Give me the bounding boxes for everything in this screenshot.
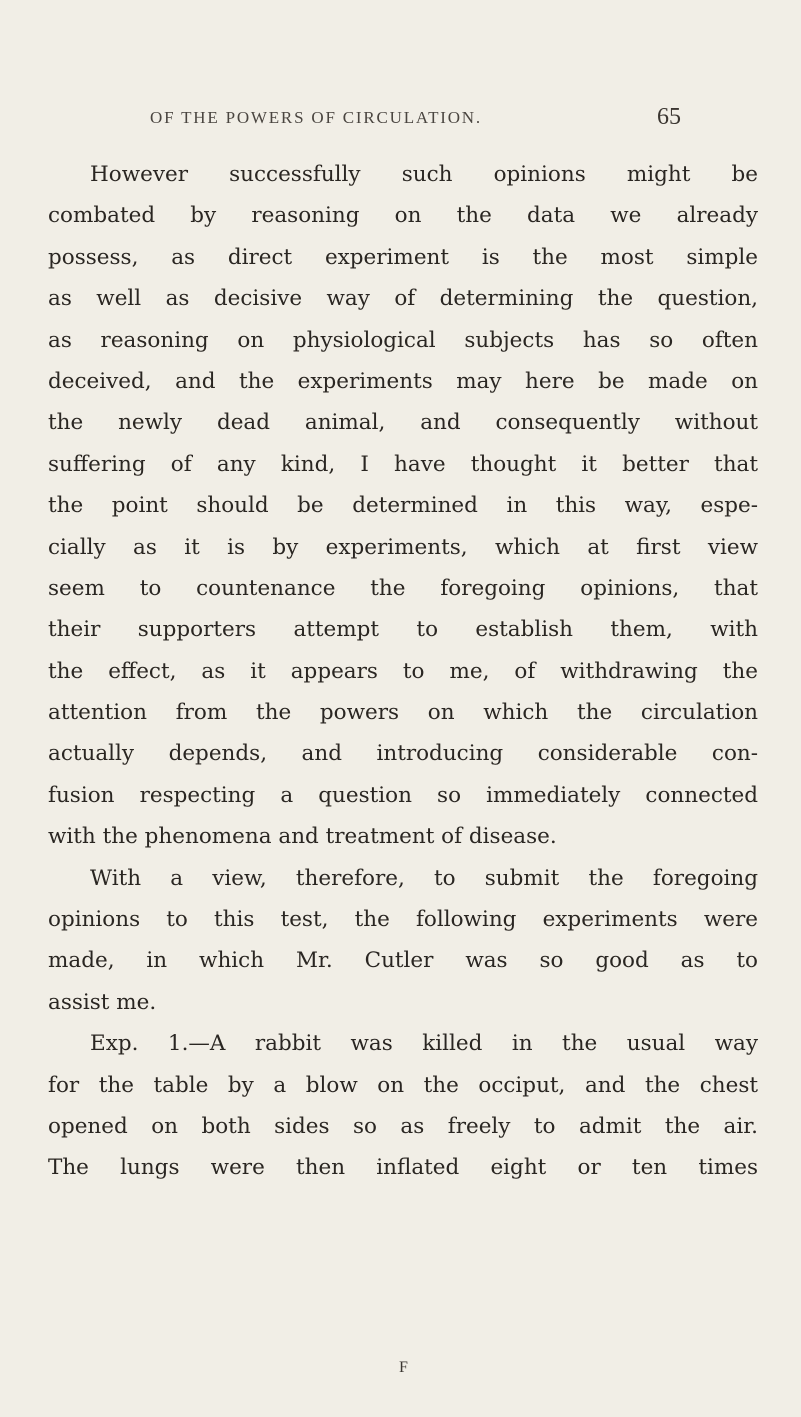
text-line: opinions to this test, the following experiments were — [48, 907, 758, 933]
text-line: made, in which Mr. Cutler was so good as to — [48, 948, 758, 974]
text-line: attention from the powers on which the circulation — [48, 700, 758, 726]
text-line: opened on both sides so as freely to admit the air. — [48, 1113, 758, 1139]
text-line: the newly dead animal, and consequently without — [48, 410, 758, 436]
text-line: possess, as direct experiment is the most simple — [48, 244, 758, 270]
text-line: However successfully such opinions might be — [90, 162, 758, 187]
text-line: cially as it is by experiments, which at first view — [48, 534, 758, 560]
text-line: assist me. — [48, 989, 157, 1015]
running-title: OF THE POWERS OF CIRCULATION. — [150, 108, 482, 127]
text-line: their supporters attempt to establish them, with — [48, 617, 758, 643]
text-line: suffering of any kind, I have thought it better that — [48, 451, 758, 477]
text-line: deceived, and the experiments may here be made on — [48, 368, 758, 394]
text-line: with the phenomena and treatment of disease. — [48, 824, 557, 850]
text-line: seem to countenance the foregoing opinions, that — [48, 575, 758, 601]
text-line: With a view, therefore, to submit the foregoing — [90, 865, 758, 891]
page-number: 65 — [657, 104, 681, 130]
running-head — [0, 104, 801, 138]
text-line: Exp. 1.—A rabbit was killed in the usual way — [90, 1031, 758, 1057]
text-line: as well as decisive way of determining the question, — [48, 286, 758, 312]
body-text — [48, 154, 758, 1189]
text-line: The lungs were then inflated eight or ten times — [48, 1155, 758, 1181]
text-line: fusion respecting a question so immediately connected — [48, 782, 758, 808]
text-line: as reasoning on physiological subjects has so often — [48, 327, 758, 353]
text-line: combated by reasoning on the data we already — [48, 203, 758, 229]
text-line: the point should be determined in this way, espe- — [48, 493, 758, 519]
text-line: the effect, as it appears to me, of withdrawing the — [48, 658, 758, 684]
text-line: actually depends, and introducing considerable con- — [48, 741, 758, 767]
text-line: for the table by a blow on the occiput, and the chest — [48, 1072, 758, 1098]
signature-mark: F — [399, 1359, 408, 1376]
